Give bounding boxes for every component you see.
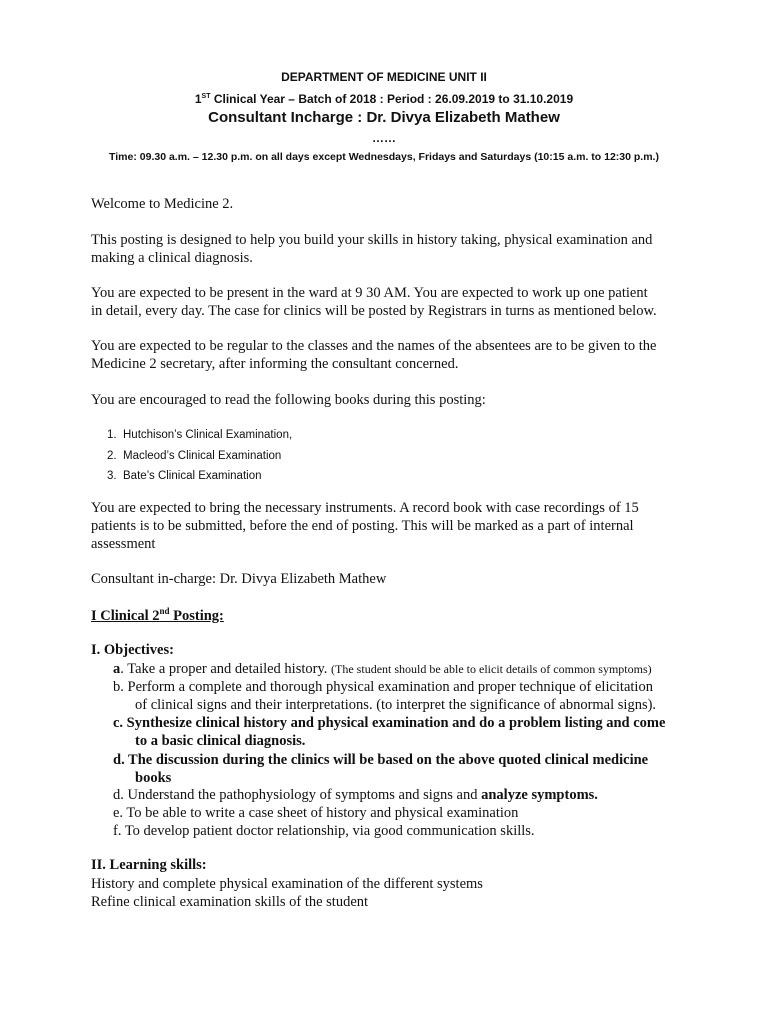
attendance-paragraph (91, 284, 691, 320)
list-item (107, 448, 292, 469)
batch-period-line (0, 92, 768, 106)
instruments-line: You are expected to bring the necessary instruments. A record book with case recordings of 15 (91, 500, 639, 516)
posting-heading (91, 606, 224, 625)
list-item (107, 468, 292, 489)
book-number: 3. (107, 470, 117, 482)
batch-period-text: Clinical Year – Batch of 2018 : Period : 26.09.2019 to 31.10.2019 (210, 92, 574, 106)
objective-e: e. To be able to write a case sheet of history and physical examination (113, 805, 519, 821)
ellipsis-divider: …… (372, 131, 396, 145)
intro-line: This posting is designed to help you build your skills in history taking, physical examination and (91, 232, 653, 248)
instruments-line: assessment (91, 536, 156, 552)
objective-text: d. Understand the pathophysiology of symptoms and signs and (113, 787, 482, 803)
timing-line: Time: 09.30 a.m. – 12.30 p.m. on all days except Wednesdays, Fridays and Saturdays (10:15 a.m. to 12:30 p.m.) (109, 151, 659, 163)
objective-line: to a basic clinical diagnosis. (135, 733, 306, 749)
objective-line: d. The discussion during the clinics will be based on the above quoted clinical medicine (113, 752, 649, 768)
list-item (107, 427, 292, 448)
regularity-line: Medicine 2 secretary, after informing the consultant concerned. (91, 356, 459, 372)
attendance-line: You are expected to be present in the ward at 9 30 AM. You are expected to work up one patient (91, 285, 648, 301)
year-superscript: ST (201, 93, 211, 100)
book-list (107, 427, 292, 489)
welcome-text: Welcome to Medicine 2. (91, 196, 234, 212)
regularity-line: You are expected to be regular to the classes and the names of the absentees are to be given to the (91, 338, 657, 354)
objective-note: (The student should be able to elicit details of common symptoms) (331, 662, 652, 676)
posting-heading-text: I Clinical 2 (91, 607, 160, 624)
consultant-incharge-line: Consultant in-charge: Dr. Divya Elizabeth Mathew (91, 571, 387, 587)
objective-line: books (135, 770, 172, 786)
objective-d-pathophysiology (113, 786, 598, 804)
book-title: Macleod’s Clinical Examination (123, 449, 282, 462)
intro-line: making a clinical diagnosis. (91, 250, 253, 266)
objective-b (113, 678, 656, 714)
objective-f: f. To develop patient doctor relationship, via good communication skills. (113, 823, 535, 839)
attendance-line: in detail, every day. The case for clinics will be posted by Registrars in turns as mentioned below. (91, 303, 657, 319)
instruments-line: patients is to be submitted, before the end of posting. This will be marked as a part of internal (91, 518, 634, 534)
book-number: 2. (107, 449, 117, 462)
consultant-heading: Consultant Incharge : Dr. Divya Elizabeth Mathew (208, 109, 560, 126)
book-title: Bate’s Clinical Examination (123, 470, 262, 482)
posting-superscript: nd (159, 606, 170, 616)
learning-skill-line: History and complete physical examination of the different systems (91, 876, 483, 892)
department-heading: DEPARTMENT OF MEDICINE UNIT II (281, 70, 487, 84)
objective-a (113, 660, 652, 678)
objective-c (113, 714, 665, 750)
posting-heading-suffix: Posting: (169, 607, 224, 624)
intro-paragraph (91, 231, 691, 267)
books-intro: You are encouraged to read the following books during this posting: (91, 392, 486, 408)
year-number: 1 (194, 92, 202, 106)
objective-letter: a (113, 661, 121, 677)
regularity-paragraph (91, 337, 691, 373)
objective-text: . Take a proper and detailed history. (120, 661, 332, 677)
objective-line: b. Perform a complete and thorough physical examination and proper technique of elicitation (113, 679, 653, 695)
learning-skill-line: Refine clinical examination skills of the student (91, 894, 369, 910)
learning-skills-heading: II. Learning skills: (91, 857, 207, 873)
book-number: 1. (107, 429, 117, 441)
objective-line: of clinical signs and their interpretations. (to interpret the significance of abnormal signs). (135, 697, 657, 713)
objective-line: c. Synthesize clinical history and physical examination and do a problem listing and come (113, 715, 666, 731)
objective-d-discussion (113, 751, 648, 787)
book-title: Hutchison’s Clinical Examination, (123, 429, 293, 441)
objective-emphasis: analyze symptoms. (481, 787, 598, 803)
objectives-heading: I. Objectives: (91, 642, 174, 658)
instruments-paragraph (91, 499, 691, 553)
